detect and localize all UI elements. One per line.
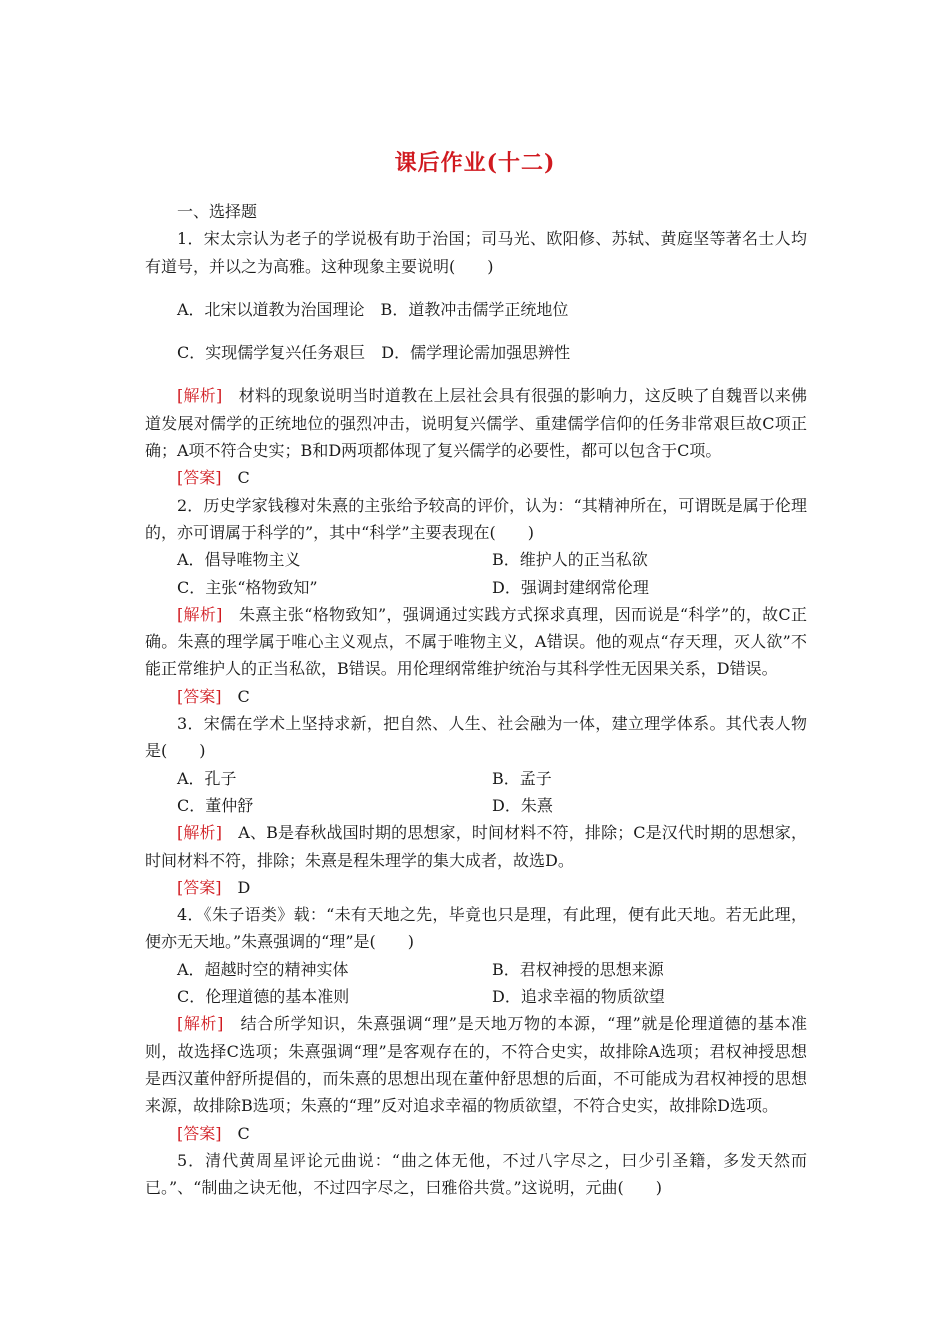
analysis-text: A、B是春秋战国时期的思想家，时间材料不符，排除；C是汉代时期的思想家，时间材料不符，排除；朱熹是程朱理学的集大成者，故选D。 [145,823,807,870]
option-c: C．董仲舒 [177,795,254,815]
question-3-options-row-2 [145,792,807,819]
answer-text: C [221,468,250,488]
option-d: D．朱熹 [492,795,553,815]
question-3-answer [145,874,807,901]
analysis-text: 朱熹主张“格物致知”，强调通过实践方式探求真理，因而说是“科学”的，故C正确。朱熹的理学属于唯心主义观点，不属于唯物主义，A错误。他的观点“存天理，灭人欲”不能正常维护人的正当私欲，B错误。用伦理纲常维护统治与其科学性无因果关系，D错误。 [145,604,807,679]
question-4-answer [145,1120,807,1147]
question-2-stem: 2．历史学家钱穆对朱熹的主张给予较高的评价，认为：“其精神所在，可谓既是属于伦理的，亦可谓属于科学的”，其中“科学”主要表现在( ) [145,495,807,542]
question-4-options-row-1 [145,956,807,983]
question-1-answer [145,464,807,491]
answer-tag: [答案] [177,468,222,488]
option-a: A．超越时空的精神实体 [177,959,349,979]
question-2-analysis [145,601,807,683]
option-c: C．伦理道德的基本准则 [177,987,350,1007]
question-1-options-cd: C．实现儒学复兴任务艰巨 D．儒学理论需加强思辨性 [177,343,571,363]
answer-text: D [221,877,251,897]
question-2-options-row-2 [145,574,807,601]
question-4-stem: 4．《朱子语类》载：“未有天地之先，毕竟也只是理，有此理，便有此天地。若无此理，便亦无天地。”朱熹强调的“理”是( ) [145,905,807,952]
page-title: 课后作业(十二) [394,150,556,176]
option-a: A．倡导唯物主义 [177,550,301,570]
option-b: B．维护人的正当私欲 [492,550,648,570]
question-2-options-row-1 [145,546,807,573]
answer-tag: [答案] [177,877,222,897]
answer-text: C [221,1123,250,1143]
question-2-answer [145,683,807,710]
option-a: A．孔子 [177,768,237,788]
question-5-stem: 5．清代黄周星评论元曲说：“曲之体无他，不过八字尽之，曰少引圣籍，多发天然而已。”、“制曲之诀无他，不过四字尽之，曰雅俗共赏。”这说明，元曲( ) [145,1150,807,1198]
answer-tag: [答案] [177,686,222,706]
option-d: D．强调封建纲常伦理 [492,577,649,597]
question-3-analysis [145,819,807,874]
answer-text: C [221,686,250,706]
question-3-options-row-1 [145,765,807,792]
option-d: D．追求幸福的物质欲望 [492,987,665,1007]
question-3-stem: 3．宋儒在学术上坚持求新，把自然、人生、社会融为一体，建立理学体系。其代表人物是( ) [145,714,807,761]
analysis-tag: [解析] [177,386,223,406]
document-body [145,198,807,1201]
analysis-tag: [解析] [177,604,223,624]
answer-tag: [答案] [177,1123,222,1143]
option-b: B．君权神授的思想来源 [492,959,664,979]
question-4-analysis [145,1010,807,1119]
question-1-analysis [145,382,807,464]
option-c: C．主张“格物致知” [177,577,318,597]
question-4-options-row-2 [145,983,807,1010]
analysis-tag: [解析] [177,823,222,843]
analysis-text: 结合所学知识，朱熹强调“理”是天地万物的本源，“理”就是伦理道德的基本准则，故选择C选项；朱熹强调“理”是客观存在的，不符合史实，故排除A选项；君权神授思想是西汉董仲舒所提倡的，而朱熹的思想出现在董仲舒思想的后面，不可能成为君权神授的思想来源，故排除B选项；朱熹的“理”反对追求幸福的物质欲望，不符合史实，故排除D选项。 [145,1014,807,1116]
section-heading: 一、选择题 [177,202,258,221]
question-1-options-ab: A．北宋以道教为治国理论 B．道教冲击儒学正统地位 [177,299,569,319]
question-1-stem: 1．宋太宗认为老子的学说极有助于治国；司马光、欧阳修、苏轼、黄庭坚等著名士人均有道号，并以之为高雅。这种现象主要说明( ) [145,229,807,276]
analysis-tag: [解析] [177,1014,224,1034]
analysis-text: 材料的现象说明当时道教在上层社会具有很强的影响力，这反映了自魏晋以来佛道发展对儒学的正统地位的强烈冲击，说明复兴儒学、重建儒学信仰的任务非常艰巨故C项正确；A项不符合史实；B和D两项都体现了复兴儒学的必要性，都可以包含于C项。 [145,386,807,461]
option-b: B．孟子 [492,768,552,788]
